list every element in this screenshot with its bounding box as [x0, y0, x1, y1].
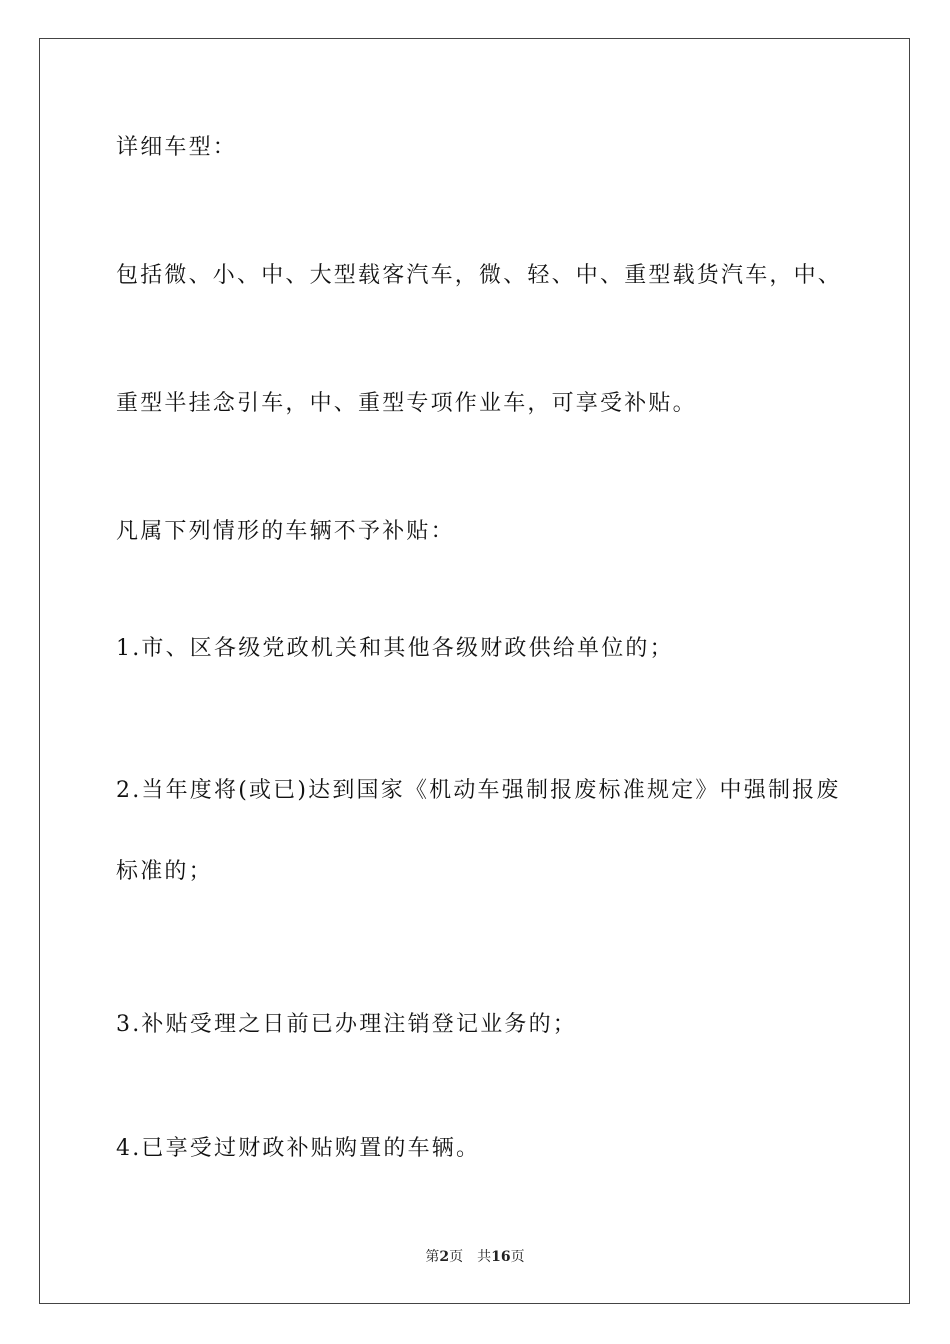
paragraph-exclusion-1: 1.市、区各级党政机关和其他各级财政供给单位的；	[116, 636, 674, 661]
page-suffix: 页	[449, 1249, 464, 1265]
paragraph-vehicle-types-line2: 重型半挂念引车，中、重型专项作业车，可享受补贴。	[116, 391, 697, 416]
paragraph-exclusions-heading: 凡属下列情形的车辆不予补贴：	[116, 519, 455, 544]
paragraph-exclusion-2-line1: 2.当年度将(或已)达到国家《机动车强制报废标准规定》中强制报废	[116, 778, 841, 803]
page-footer	[0, 1247, 950, 1267]
paragraph-vehicle-types-heading: 详细车型：	[116, 135, 238, 160]
paragraph-exclusion-4: 4.已享受过财政补贴购置的车辆。	[116, 1136, 481, 1161]
page-border	[39, 38, 910, 1304]
paragraph-exclusion-3: 3.补贴受理之日前已办理注销登记业务的；	[116, 1012, 577, 1037]
total-prefix: 共	[477, 1249, 492, 1265]
page-prefix: 第	[425, 1249, 440, 1265]
paragraph-exclusion-2-line2: 标准的；	[116, 859, 213, 884]
total-pages: 16	[491, 1249, 511, 1265]
paragraph-vehicle-types-line1: 包括微、小、中、大型载客汽车，微、轻、中、重型载货汽车，中、	[116, 263, 843, 288]
total-suffix: 页	[510, 1249, 525, 1265]
page-number: 2	[439, 1249, 450, 1265]
